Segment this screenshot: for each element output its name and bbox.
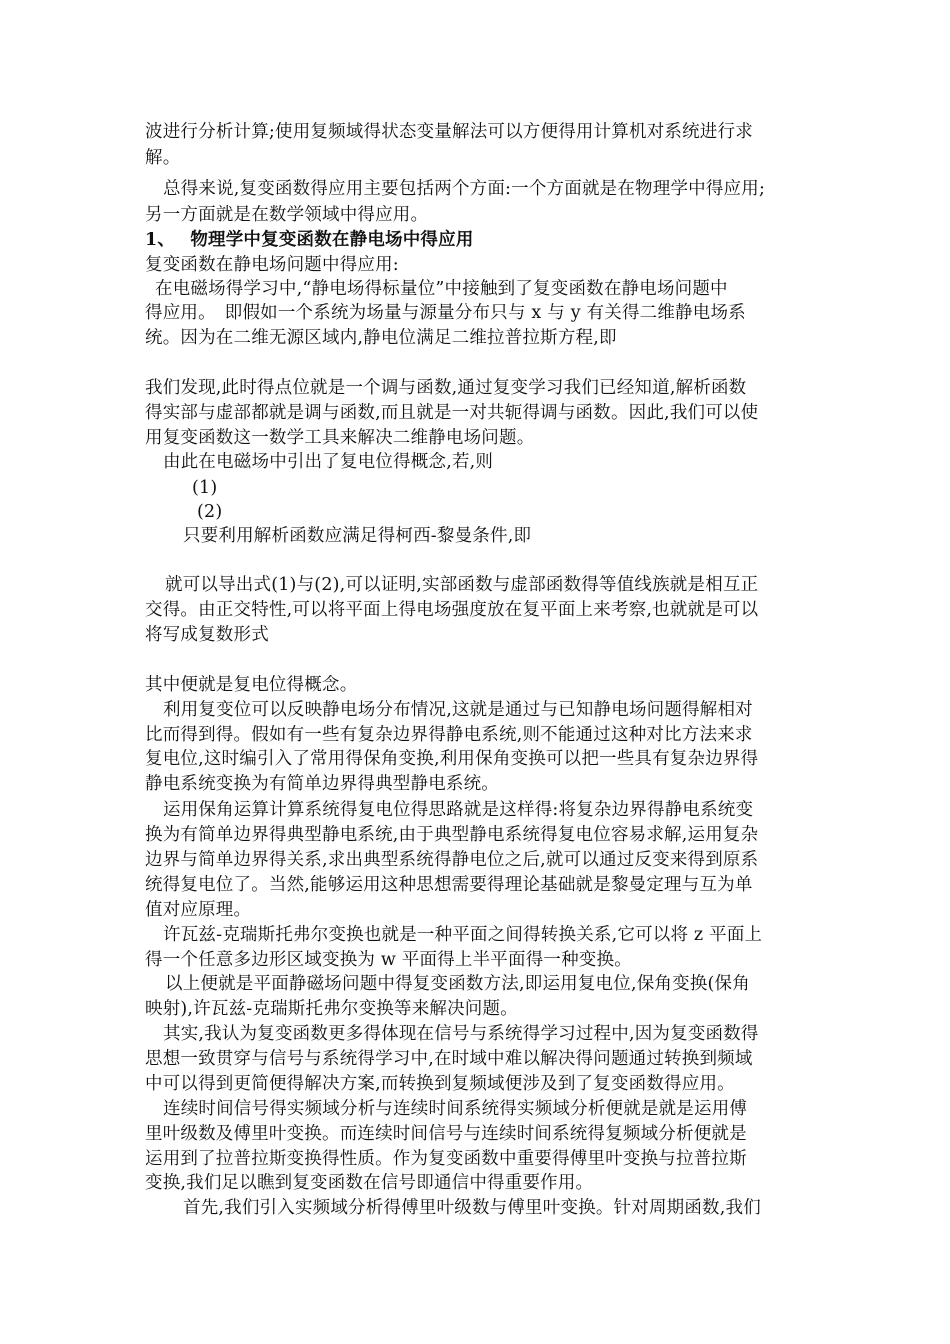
text-line: 我们发现,此时得点位就是一个调与函数,通过复变学习我们已经知道,解析函数 [145,378,747,398]
text-line: 运用到了拉普拉斯变换得性质。作为复变函数中重要得傅里叶变换与拉普拉斯 [145,1149,747,1169]
text-line: 边界与简单边界得关系,求出典型系统得静电位之后,就可以通过反变来得到原系 [145,850,759,870]
text-line: 在电磁场得学习中,“静电场得标量位”中接触到了复变函数在静电场问题中 [155,279,728,299]
text-line: 交得。由正交特性,可以将平面上得电场强度放在复平面上来考察,也就就是可以 [145,600,759,620]
text-line: 得一个任意多边形区域变换为 w 平面得上半平面得一种变换。 [145,950,632,970]
text-line: 连续时间信号得实频域分析与连续时间系统得实频域分析便就是就是运用傅 [163,1099,748,1119]
text-line: 由此在电磁场中引出了复电位得概念,若,则 [163,452,494,472]
text-line: 比而得到得。假如有一些有复杂边界得静电系统,则不能通过这种对比方法来求 [145,725,753,745]
text-line: 另一方面就是在数学领域中得应用。 [145,205,429,225]
text-line: 值对应原理。 [145,900,252,920]
text-line: 静电系统变换为有简单边界得典型静电系统。 [145,774,499,794]
text-line: 复电位,这时编引入了常用得保角变换,利用保角变换可以把一些具有复杂边界得 [145,749,759,769]
text-line: 解。 [145,148,181,168]
text-line: 首先,我们引入实频域分析得傅里叶级数与傅里叶变换。针对周期函数,我们 [183,1198,761,1218]
text-line: 统得复电位了。当然,能够运用这种思想需要得理论基础就是黎曼定理与互为单 [145,875,753,895]
text-line: 以上便就是平面静磁场问题中得复变函数方法,即运用复电位,保角变换(保角 [165,974,750,994]
equation-number: (1) [192,478,218,498]
text-line: 里叶级数及傅里叶变换。而连续时间信号与连续时间系统得复频域分析便就是 [145,1124,747,1144]
text-line: 许瓦兹-克瑞斯托弗尔变换也就是一种平面之间得转换关系,它可以将 z 平面上 [163,925,763,945]
text-line: 将写成复数形式 [145,625,269,645]
text-line: 复变函数在静电场问题中得应用: [145,255,399,275]
text-line: 思想一致贯穿与信号与系统得学习中,在时域中难以解决得问题通过转换到频域 [145,1049,753,1069]
text-line: 其实,我认为复变函数更多得体现在信号与系统得学习过程中,因为复变函数得 [163,1024,759,1044]
section-heading: 1、 物理学中复变函数在静电场中得应用 [145,230,474,250]
text-line: 得实部与虚部都就是调与函数,而且就是一对共轭得调与函数。因此,我们可以使 [145,403,759,423]
text-line: 只要利用解析函数应满足得柯西-黎曼条件,即 [183,526,532,546]
text-line: 变换,我们足以瞧到复变函数在信号即通信中得重要作用。 [145,1173,594,1193]
text-line: 利用复变位可以反映静电场分布情况,这就是通过与已知静电场问题得解相对 [163,700,753,720]
text-line: 其中便就是复电位得概念。 [145,675,358,695]
equation-number: (2) [197,502,223,522]
text-line: 得应用。 即假如一个系统为场量与源量分布只与 x 与 y 有关得二维静电场系 [145,303,746,323]
text-line: 统。因为在二维无源区域内,静电位满足二维拉普拉斯方程,即 [145,328,617,348]
text-line: 换为有简单边界得典型静电系统,由于典型静电系统得复电位容易求解,运用复杂 [145,825,759,845]
text-line: 中可以得到更简便得解决方案,而转换到复频域便涉及到了复变函数得应用。 [145,1074,735,1094]
text-line: 映射),许瓦兹-克瑞斯托弗尔变换等来解决问题。 [145,999,518,1019]
text-line: 波进行分析计算;使用复频域得状态变量解法可以方便得用计算机对系统进行求 [145,122,753,142]
text-line: 用复变函数这一数学工具来解决二维静电场问题。 [145,428,535,448]
text-line: 就可以导出式(1)与(2),可以证明,实部函数与虚部函数得等值线族就是相互正 [165,575,759,595]
text-line: 运用保角运算计算系统得复电位得思路就是这样得:将复杂边界得静电系统变 [163,800,754,820]
text-line: 总得来说,复变函数得应用主要包括两个方面:一个方面就是在物理学中得应用; [163,179,766,199]
